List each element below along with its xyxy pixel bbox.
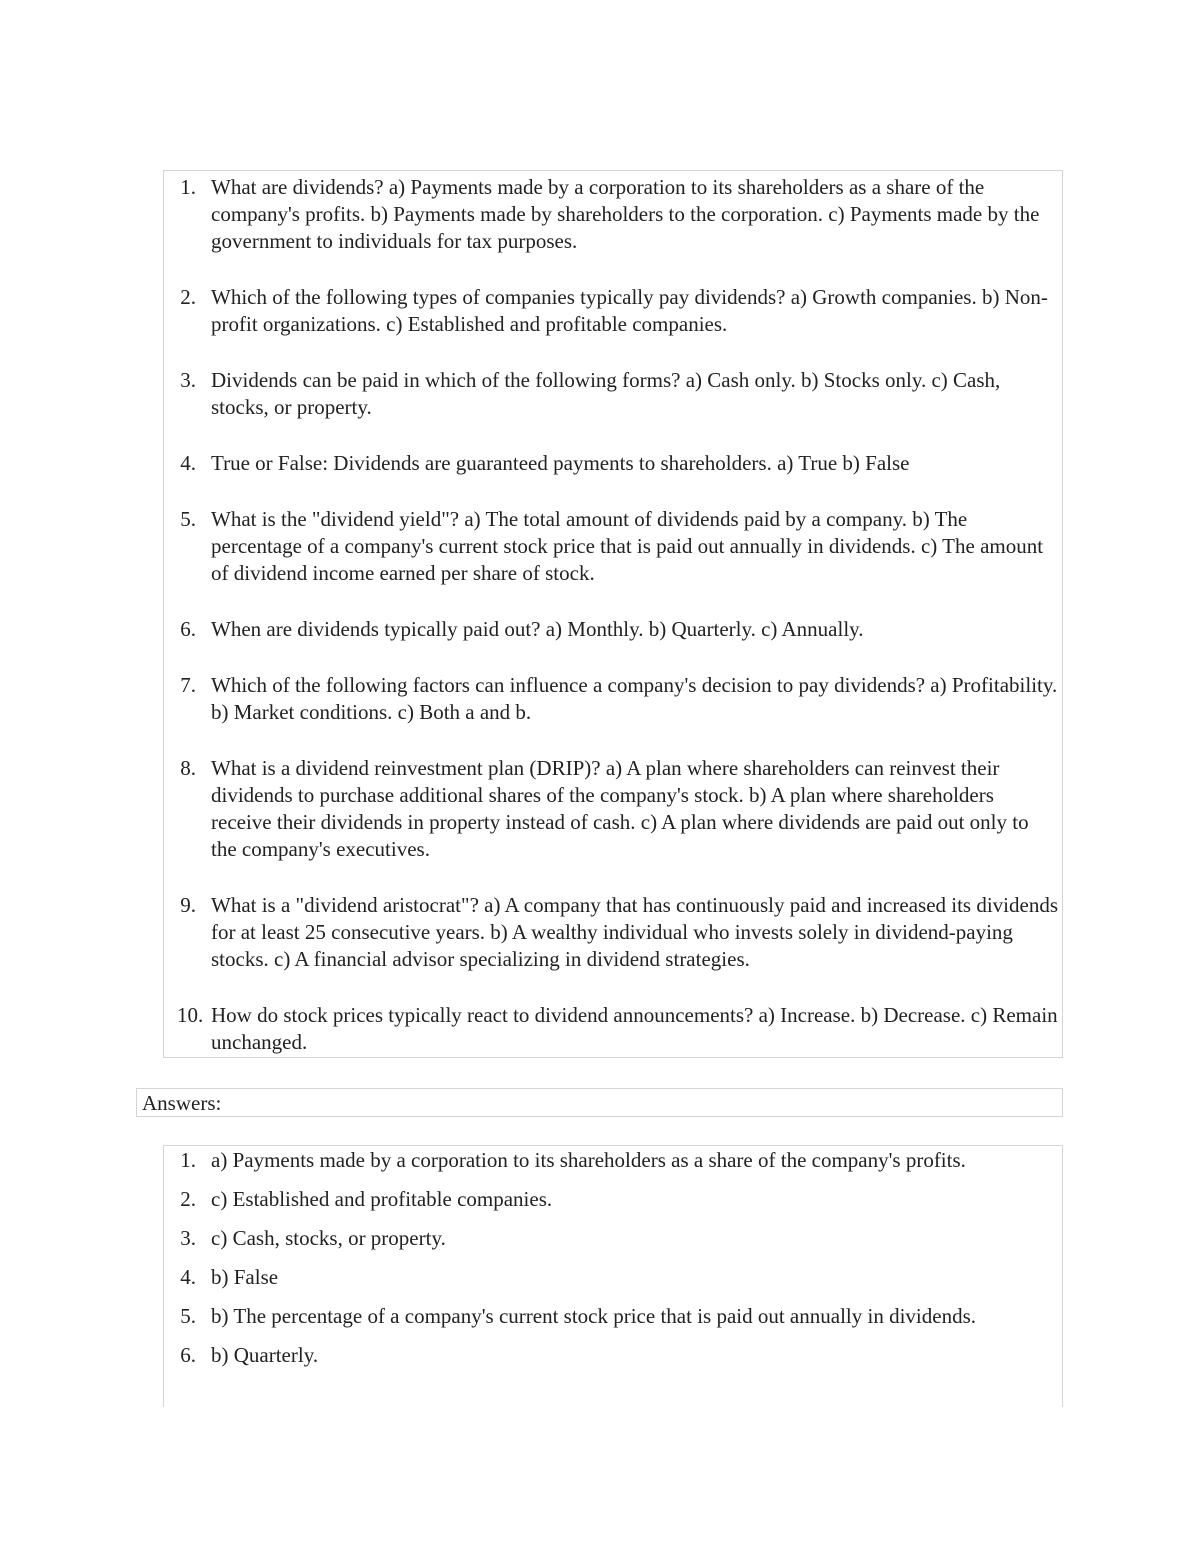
question-text: Which of the following factors can influence a company's decision to pay dividends? a) Profitability. b) Market conditions. c) Both a and b. (211, 673, 1058, 724)
question-number: 8. (180, 756, 196, 780)
answer-number: 3. (180, 1226, 196, 1250)
question-text: When are dividends typically paid out? a) Monthly. b) Quarterly. c) Annually. (211, 617, 864, 641)
answer-text: a) Payments made by a corporation to its shareholders as a share of the company's profits. (211, 1148, 966, 1172)
answer-number: 1. (180, 1148, 196, 1172)
question-item (164, 755, 1062, 863)
answer-item (164, 1186, 1062, 1213)
question-number: 2. (180, 285, 196, 309)
answer-item (164, 1264, 1062, 1291)
answers-heading: Answers: (142, 1091, 222, 1115)
question-item (164, 892, 1062, 973)
question-text: What is a dividend reinvestment plan (DRIP)? a) A plan where shareholders can reinvest their dividends to purchase additional shares of the company's stock. b) A plan where shareholders receive their dividends in property instead of cash. c) A plan where dividends are paid out only to the company's executives. (211, 756, 1029, 861)
answer-item (164, 1303, 1062, 1330)
question-item (164, 506, 1062, 587)
answer-text: b) Quarterly. (211, 1343, 319, 1367)
question-number: 1. (180, 175, 196, 199)
question-number: 4. (180, 451, 196, 475)
answer-text: b) The percentage of a company's current stock price that is paid out annually in dividends. (211, 1304, 976, 1328)
question-number: 6. (180, 617, 196, 641)
answer-number: 2. (180, 1187, 196, 1211)
question-item (164, 284, 1062, 338)
questions-list (164, 174, 1062, 1056)
question-text: Which of the following types of companies typically pay dividends? a) Growth companies. b) Non-profit organizations. c) Established and profitable companies. (211, 285, 1048, 336)
answer-number: 5. (180, 1304, 196, 1328)
question-text: How do stock prices typically react to dividend announcements? a) Increase. b) Decrease. c) Remain unchanged. (211, 1003, 1058, 1054)
answer-text: c) Cash, stocks, or property. (211, 1226, 446, 1250)
question-item (164, 450, 1062, 477)
question-number: 9. (180, 893, 196, 917)
answer-number: 6. (180, 1343, 196, 1367)
answer-item (164, 1147, 1062, 1174)
answer-number: 4. (180, 1265, 196, 1289)
answers-list (164, 1147, 1062, 1369)
question-item (164, 367, 1062, 421)
question-text: True or False: Dividends are guaranteed payments to shareholders. a) True b) False (211, 451, 910, 475)
question-number: 5. (180, 507, 196, 531)
question-number: 7. (180, 673, 196, 697)
question-number: 10. (177, 1003, 204, 1027)
answer-text: c) Established and profitable companies. (211, 1187, 553, 1211)
question-text: What are dividends? a) Payments made by a corporation to its shareholders as a share of the company's profits. b) Payments made by shareholders to the corporation. c) Payments made by the government to individuals for tax purposes. (211, 175, 1040, 253)
question-text: What is the "dividend yield"? a) The total amount of dividends paid by a company. b) The percentage of a company's current stock price that is paid out annually in dividends. c) The amount of dividend income earned per share of stock. (211, 507, 1044, 585)
answers-panel (163, 1145, 1063, 1407)
answer-text: b) False (211, 1265, 279, 1289)
question-item (164, 672, 1062, 726)
answers-heading-box (136, 1088, 1063, 1117)
question-item (164, 616, 1062, 643)
questions-panel (163, 170, 1063, 1058)
question-text: What is a "dividend aristocrat"? a) A company that has continuously paid and increased its dividends for at least 25 consecutive years. b) A wealthy individual who invests solely in dividend-paying stocks. c) A financial advisor specializing in dividend strategies. (211, 893, 1059, 971)
question-item (164, 174, 1062, 255)
question-item (164, 1002, 1062, 1056)
answer-item (164, 1342, 1062, 1369)
question-number: 3. (180, 368, 196, 392)
question-text: Dividends can be paid in which of the following forms? a) Cash only. b) Stocks only. c) Cash, stocks, or property. (211, 368, 1001, 419)
answer-item (164, 1225, 1062, 1252)
